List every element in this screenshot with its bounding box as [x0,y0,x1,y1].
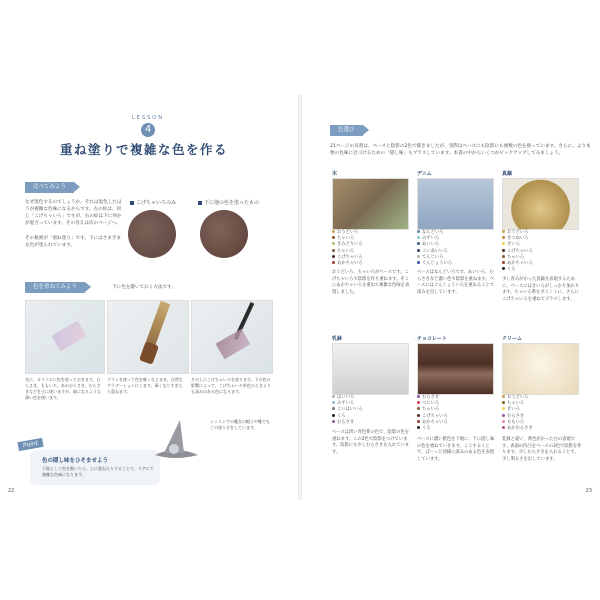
pencil-item: ちゃいろ [332,249,407,255]
section-tag-layering: 色を重ねてみよう [25,282,85,293]
point-tag: Point [17,438,43,451]
pencil-item: ちゃいろ [417,407,492,413]
pencil-item: きつねいろ [502,236,577,242]
book-spread [0,95,600,500]
swatch-layered-brown [200,210,248,258]
swatch-plain-brown [128,210,176,258]
brass-desc: 少し青みがかった真鍮を表現するために、ベースにはきいろがしっかり加わります。ちゃいろ系をポイントに、さらにこげちゃいろを重ねてプラスします。 [502,277,580,302]
pencil-item: きいろ [502,242,577,248]
pencil-item: あかちゃいろ [417,420,492,426]
pencil-item: きみどりいろ [332,242,407,248]
category-title-chocolate: チョコレート [417,336,447,342]
swatch2-caption [198,199,259,206]
section-tag-compare: 比べてみよう [25,182,74,193]
category-title-brass: 真鍮 [502,171,513,177]
pencil-item: あかちゃいろ [332,261,407,267]
swatch1-label: こげちゃいろのみ [136,200,177,206]
category-title-denim: デニム [417,171,432,177]
pencil-item: てんじいろ [417,255,492,261]
chocolate-pencil-list [417,395,492,432]
pencil-item: おうどいろ [502,230,577,236]
pencil-item: あかちゃいろ [502,261,577,267]
mortar-photo [332,343,409,395]
right-page-number: 23 [585,488,592,494]
pencil-item: べにいろ [417,401,492,407]
bullet-square-icon [198,201,202,205]
swatch1-caption [130,199,176,206]
step3-photo [191,300,273,374]
pencil-item: あいいろ [417,242,492,248]
brass-pencil-list [502,230,577,273]
wood-desc: おうどいろ、ちゃいろがベースです。こげちゃいろで陰影を作り重ねます。そこにあかちゃいろを重ねて複雑な色味を表現しました。 [332,270,410,295]
brass-photo [502,178,579,230]
bullet-square-icon [130,201,134,205]
left-page [0,95,298,500]
witch-hat-illustration [150,415,200,463]
point-text: 下地として色を散いたら、上に重ねたりすることで、リアルで複雑な色味になります。 [42,466,154,477]
lesson-number: 4 [141,123,155,137]
section-tag-color-choice: 色選び [330,125,363,136]
mortar-desc: ベースは淡い青色系の色で、陰影の色を重ねます。この2色で陰影をつけています。陰影にも少しむらさきを入れています。 [332,430,410,455]
wood-pencil-list [332,230,407,267]
pencil-item: こいはいいろ [332,407,407,413]
point-title: 色の隠し味をひそませよう [42,458,109,464]
pencil-item: ぐんじょういろ [417,261,492,267]
cream-desc: 乳鉢と違い、黄色がかった白の表現です。表面の凹凸をベースの3色で陰影を作ります。少しむらさきを入れることで、少し明るさを出しています。 [502,437,582,462]
step1-photo [25,300,105,374]
step2-photo [107,300,189,374]
swatch2-label: 下に他の色を塗ったもの [204,200,260,206]
point-box [30,450,160,485]
cream-pencil-list [502,395,577,432]
pencil-item: こいあいいろ [417,249,492,255]
step1-text: 先に、カラフルに色を塗っておきます。むらさき、ももいろ、あかむらさき、むらさきなどを主に使いますが、暗になるような薄い色を使います。 [25,377,101,400]
mortar-pencil-list [332,395,407,426]
pencil-item: むらさき [417,395,492,401]
pencil-item: みずいろ [332,401,407,407]
step2-text: ブラシを使って色を軽くなじませ、自然なグラデーションにします。薄くなりすぎたら重ねます。 [107,377,183,394]
category-title-wood: 木 [332,171,338,177]
pencil-item: ちゃいろ [332,236,407,242]
denim-desc: ベースはなんどいろです。あいいろ、むらさきなど濃い色で陰影を重ねます。ベースにはぐんじょういろを重ねることで深みを出しています。 [417,270,495,295]
pencil-item: なんどいろ [417,230,492,236]
left-page-number: 22 [8,488,15,494]
category-title-cream: クリーム [502,336,523,342]
pencil-item: おうどいろ [502,395,577,401]
right-intro: 21ページの貝殻は、ベースと陰影の2色で描きましたが、実際はベースにも陰影にも複数の色を使っています。さらに、より本物の色味に近づけるための「隠し味」もプラスしています。本書の中からいくつかピックアップしてみましょう。 [330,144,591,156]
chocolate-photo [417,343,494,395]
pencil-item: こげちゃいろ [417,414,492,420]
pencil-item: こげちゃいろ [332,255,407,261]
chocolate-desc: ベースに濃い紫色を下地に、下に隠し味の色を重ねていきます。こうすることで、ぼーっと同様に深みのある色を表現しています。 [417,437,495,462]
pencil-item: くろ [502,267,577,273]
cream-photo [502,343,579,395]
step3-text: その上にこげちゃいろを塗ります。下の色の影響によって、こげちゃいろ単色のときよりも深みのある色になります。 [191,377,271,394]
right-page [302,95,600,500]
pencil-item: あかむらさき [502,426,577,432]
pencil-item: みずいろ [417,236,492,242]
pencil-item: くろ [417,426,492,432]
pencil-item: むらさき [332,420,407,426]
pencil-item: おうどいろ [332,230,407,236]
wood-photo [332,178,409,230]
category-title-mortar: 乳鉢 [332,336,343,342]
pencil-item: きいろ [502,407,577,413]
pencil-item: むらさき [502,414,577,420]
section1-text2: その秘密が「重ね塗り」です。下にはさまざまな色が塗られています。 [25,236,122,248]
pencil-item: ちゃいろ [502,255,577,261]
page-title: 重ね塗りで複雑な色を作る [60,142,229,157]
pencil-item: くろ [332,414,407,420]
section1-text: なぜ混色するのでしょうか。それは混色したほうが複雑な色味になるからです。左の絵は、同じ「こげちゃいろ」ですが、右の絵は下に何かが混ざっています。その答えは次のページへ。 [25,200,122,226]
pencil-item: はいいろ [332,395,407,401]
denim-photo [417,178,494,230]
pencil-item: こげちゃいろ [502,249,577,255]
section2-sub: 下に色を散いておく方法です。 [112,285,176,290]
step3-note: レッスンでの魔女の帽子や靴でもこの塗り方をしています。 [210,419,270,430]
lesson-word: LESSON [132,115,164,121]
pencil-item: ももいろ [502,420,577,426]
denim-pencil-list [417,230,492,267]
pencil-item: ちゃいろ [502,401,577,407]
